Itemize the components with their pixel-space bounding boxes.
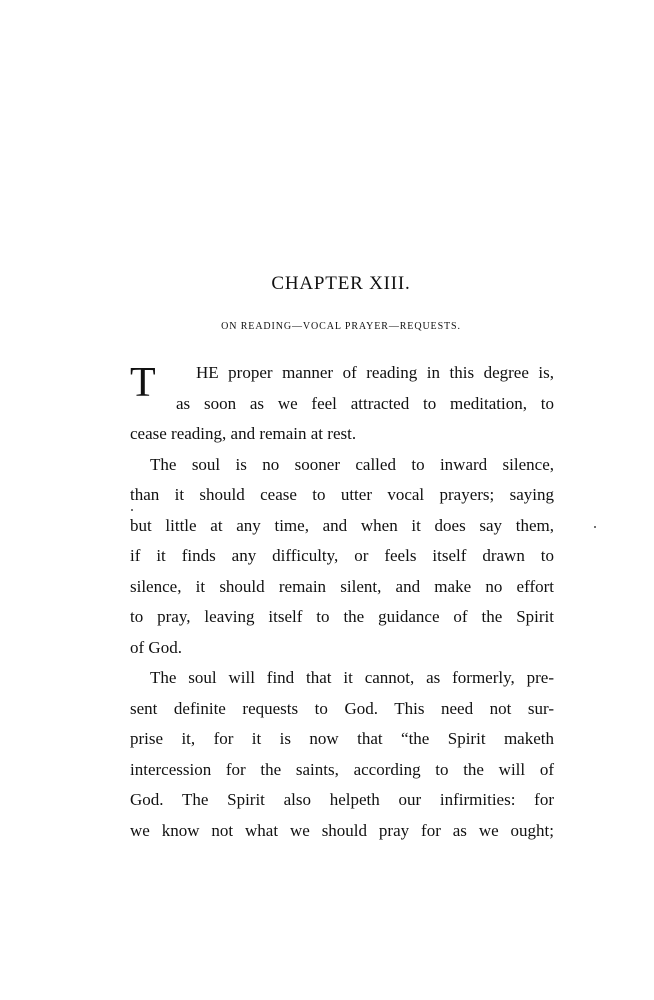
chapter-title: CHAPTER XIII. [271, 273, 411, 294]
paragraph-line: silence, it should remain silent, and make no effort [130, 576, 554, 596]
paragraph-line: than it should cease to utter vocal prayers; saying [130, 485, 554, 504]
scan-speck [594, 526, 596, 528]
paragraph-line: HE proper manner of reading in this degree is, [196, 363, 554, 382]
paragraph-line: The soul will find that it cannot, as formerly, pre- [150, 668, 554, 687]
paragraph-line: of God. [130, 637, 182, 657]
paragraph-line: to pray, leaving itself to the guidance of the Spirit [130, 607, 554, 626]
paragraph-line: if it finds any difficulty, or feels itself drawn to [130, 546, 554, 565]
paragraph-line: sent definite requests to God. This need not sur- [130, 698, 554, 718]
chapter-subtitle: ON READING—VOCAL PRAYER—REQUESTS. [221, 321, 461, 332]
paragraph-line: The soul is no sooner called to inward silence, [150, 454, 554, 474]
drop-cap: T [130, 360, 156, 406]
paragraph-line: prise it, for it is now that “the Spirit maketh [130, 729, 554, 748]
paragraph-line: but little at any time, and when it does say them, [130, 515, 554, 535]
paragraph-line: as soon as we feel attracted to meditation, to [176, 393, 554, 413]
paragraph-line: God. The Spirit also helpeth our infirmities: for [130, 790, 554, 809]
paragraph-line: intercession for the saints, according to the will of [130, 759, 554, 779]
scan-speck [131, 509, 133, 511]
paragraph-line: we know not what we should pray for as we ought; [130, 820, 554, 840]
paragraph-line: cease reading, and remain at rest. [130, 424, 357, 443]
